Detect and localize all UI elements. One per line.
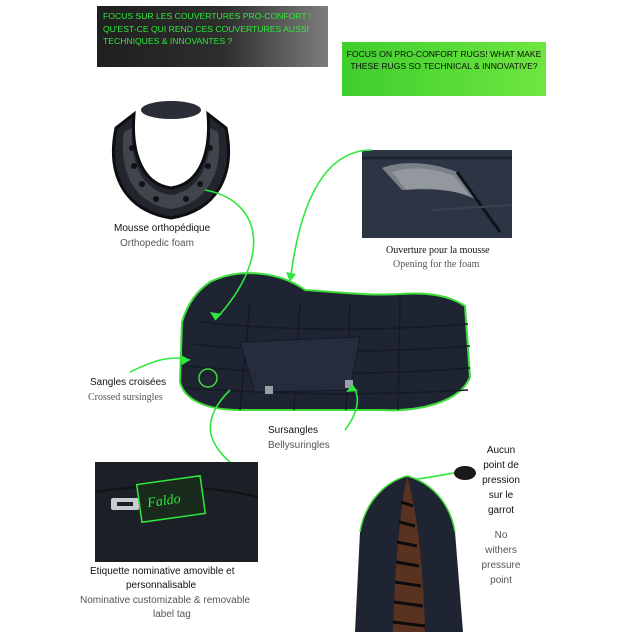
english-title-banner: FOCUS ON PRO-CONFORT RUGS! WHAT MAKE THESE RUGS SO TECHNICAL & INNOVATIVE? <box>342 42 546 96</box>
withers-label-en: No withers pressure point <box>481 530 521 586</box>
withers-label-fr: Aucun point de pression sur le garrot <box>482 445 520 516</box>
withers-photo <box>345 462 470 632</box>
french-title-banner: FOCUS SUR LES COUVERTURES PRO-CONFORT ! QU'EST-CE QUI REND CES COUVERTURES AUSSI TECHNIQUES & INNOVANTES ? <box>97 6 328 67</box>
opening-label-fr: Ouverture pour la mousse <box>386 245 490 256</box>
faldo-tag-text: Faldo <box>146 491 182 512</box>
tag-label-en-1: Nominative customizable & removable <box>80 595 251 606</box>
foam-label-en: Orthopedic foam <box>120 238 194 249</box>
tag-label-en-2: label tag <box>153 609 191 620</box>
faldo-logo-badge <box>454 466 476 480</box>
belly-label-fr: Sursangles <box>268 425 319 436</box>
opening-label-en: Opening for the foam <box>393 259 480 270</box>
crossed-label-en: Crossed sursingles <box>88 392 163 403</box>
belly-label-en: Bellysuringles <box>268 440 330 451</box>
tag-label-fr-2: personnalisable <box>126 580 197 591</box>
tag-label-fr-1: Etiquette nominative amovible et <box>90 566 235 577</box>
label-tag-photo <box>95 462 258 562</box>
crossed-label-fr: Sangles croisées <box>90 377 167 388</box>
foam-label-fr: Mousse orthopédique <box>114 223 211 234</box>
